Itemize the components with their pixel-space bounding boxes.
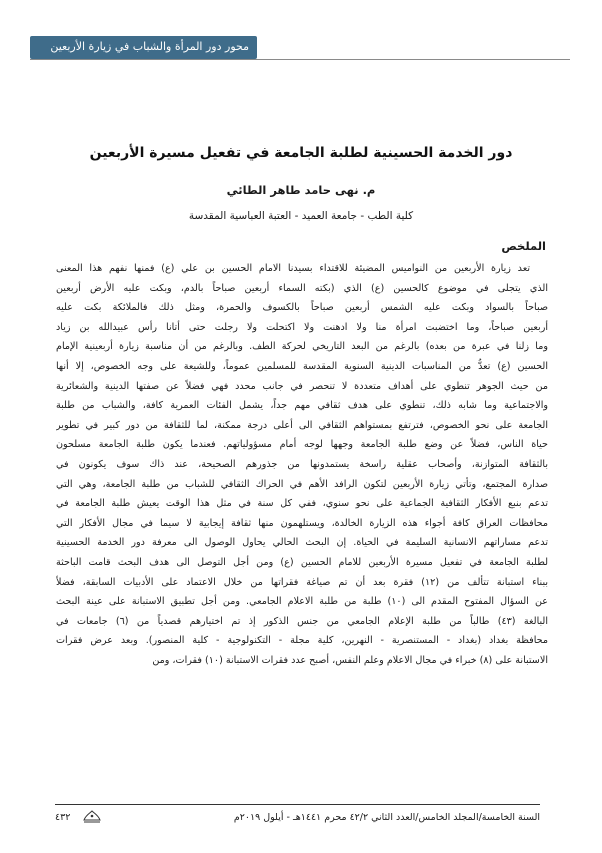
abstract-line: البالغة (٤٣) طالباً من طلبة الإعلام الجامعي من جنس الذكور إذ تم اختيارهم قصدياً من (٦) جامعات في: [56, 615, 548, 627]
author-affiliation: كلية الطب - جامعة العميد - العتبة العباسية المقدسة: [188, 210, 414, 222]
abstract-line: الذي يتجلى في موضوع كالحسين (ع) الذي (بكته السماء أربعين صباحاً بالدم، وبكت عليه الأرض أربعين: [56, 282, 548, 294]
abstract-line: تدعم بنبع الأفكار الثقافية الجماعية على نحو سنوي، ففي كل سنة في مثل هذا الوقت يعيش طلبة الجامعة في: [56, 498, 548, 510]
abstract-heading: الملخص: [501, 239, 546, 253]
section-banner: [30, 36, 257, 59]
abstract-line: حياة الناس، فضلاً عن وضع طلبة الجامعة وجهها لوجه أمام مسؤولياتهم. فعندما يكون طلبة الجامعة مسلحون: [56, 439, 548, 451]
article-title: دور الخدمة الحسينية لطلبة الجامعة في تفعيل مسيرة الأربعين: [89, 145, 513, 161]
author-name: م. نهى حامد طاهر الطائي: [226, 183, 376, 197]
abstract-line: عن السؤال المفتوح المقدم الى (١٠) طلبة من طلبة الاعلام الجامعي. ومن أجل تطبيق الاستبانة على عينة البحث: [56, 596, 548, 608]
page-number: ٤٣٢: [55, 812, 71, 823]
abstract-line: من حيث الجوهر تنطوي على أهداف متعددة لا تنحصر في جانب محدد فهي فضلاً عن صفتها الدينية والشعائرية: [56, 380, 548, 392]
abstract-line: صدارة المجتمع، وتأتي زيارة الأربعين لتكون الرافد الأهم في الحراك الثقافي للشباب من طلبة الجامعة، وهي التي: [56, 478, 548, 490]
abstract-line: بالثقافة المتوازنة، وأصحاب عقلية راسخة يستمدونها من جذورهم الصحيحة، عند ذاك سوف يكونون في: [56, 458, 548, 470]
abstract-line: وما زلنا في عبرة من بعده) بالرغم من البعد التاريخي لحركة الطف. وبالرغم من أن مناسبة زيارة أربعينية الإمام: [56, 341, 548, 353]
abstract-line: محافظات العراق كافة أجواء هذه الزيارة الخالدة، ويستلهمون منها ثقافة إيجابية لا سيما في مجال الأفكار التي: [56, 517, 548, 529]
abstract-line: والاجتماعية وما شابه ذلك، تنطوي على هدف ثقافي مهم جداً، يشمل الفئات العمرية كافة، والشباب من طلبة: [56, 400, 548, 412]
banner-text: محور دور المرأة والشباب في زيارة الأربعين: [50, 40, 249, 53]
footer-issue-info: السنة الخامسة/المجلد الخامس/العدد الثاني ٤٢/٢ محرم ١٤٤١هـ - أيلول ٢٠١٩م: [233, 812, 540, 823]
header-divider: [30, 59, 570, 60]
abstract-line: لطلبة الجامعة في تفعيل مسيرة الأربعين للامام الحسين (ع) ومن أجل التوصل الى هدف البحث قامت الباحثة: [56, 556, 548, 568]
abstract-line: محافظة بغداد (بغداد - المستنصرية - النهرين، كلية مجلة - التكنولوجية - كلية المنصور). وبعد عرض فقرات: [56, 635, 548, 647]
abstract-line: الحسين (ع) تعدُّ من المناسبات الدينية السنوية المقدسة للمسلمين عموماً، وللشيعة على وجه الخصوص، إلا أنها: [56, 360, 548, 372]
abstract-line: الجامعة على نحو الخصوص، فترتفع بمستواهم الثقافي الى أعلى درجة ممكنة، لما للثقافة من دور كبير في تطوير: [56, 419, 548, 431]
ornament-icon: [83, 810, 101, 824]
abstract-line: أربعين صباحاً، وما اختضبت امرأة منا ولا ادهنت ولا اكتحلت ولا رجلت حتى أتانا رأس عبيدالله بن زياد: [56, 321, 548, 333]
abstract-line: تدعم مساراتهم الانسانية السليمة في الحياة. إن البحث الحالي يحاول الوصول الى معرفة دور الخدمة الحسينية: [56, 537, 548, 549]
abstract-line: تعد زيارة الأربعين من النواميس المضيئة للاقتداء بسيدنا الامام الحسين بن علي (ع) فمنها نفهم هذا المعنى: [56, 263, 530, 274]
footer-divider: [55, 804, 540, 805]
abstract-line: صباحاً بالسواد وبكت عليه الشمس أربعين صباحاً بالكسوف والحمرة، ومثل ذلك فالملائكة بكت عليه: [56, 302, 548, 314]
abstract-line: ببناء استبانة تتألف من (١٢) فقرة بعد أن تم صياغة فقراتها من خلال الاعتماد على الأدبيات السابقة، فضلاً: [56, 576, 548, 588]
abstract-line: الاستبانة على (٨) خبراء في مجال الاعلام وعلم النفس، أصبح عدد فقرات الاستبانة (١٠) فقرات، ومن: [152, 654, 548, 666]
abstract-body: [56, 259, 548, 670]
